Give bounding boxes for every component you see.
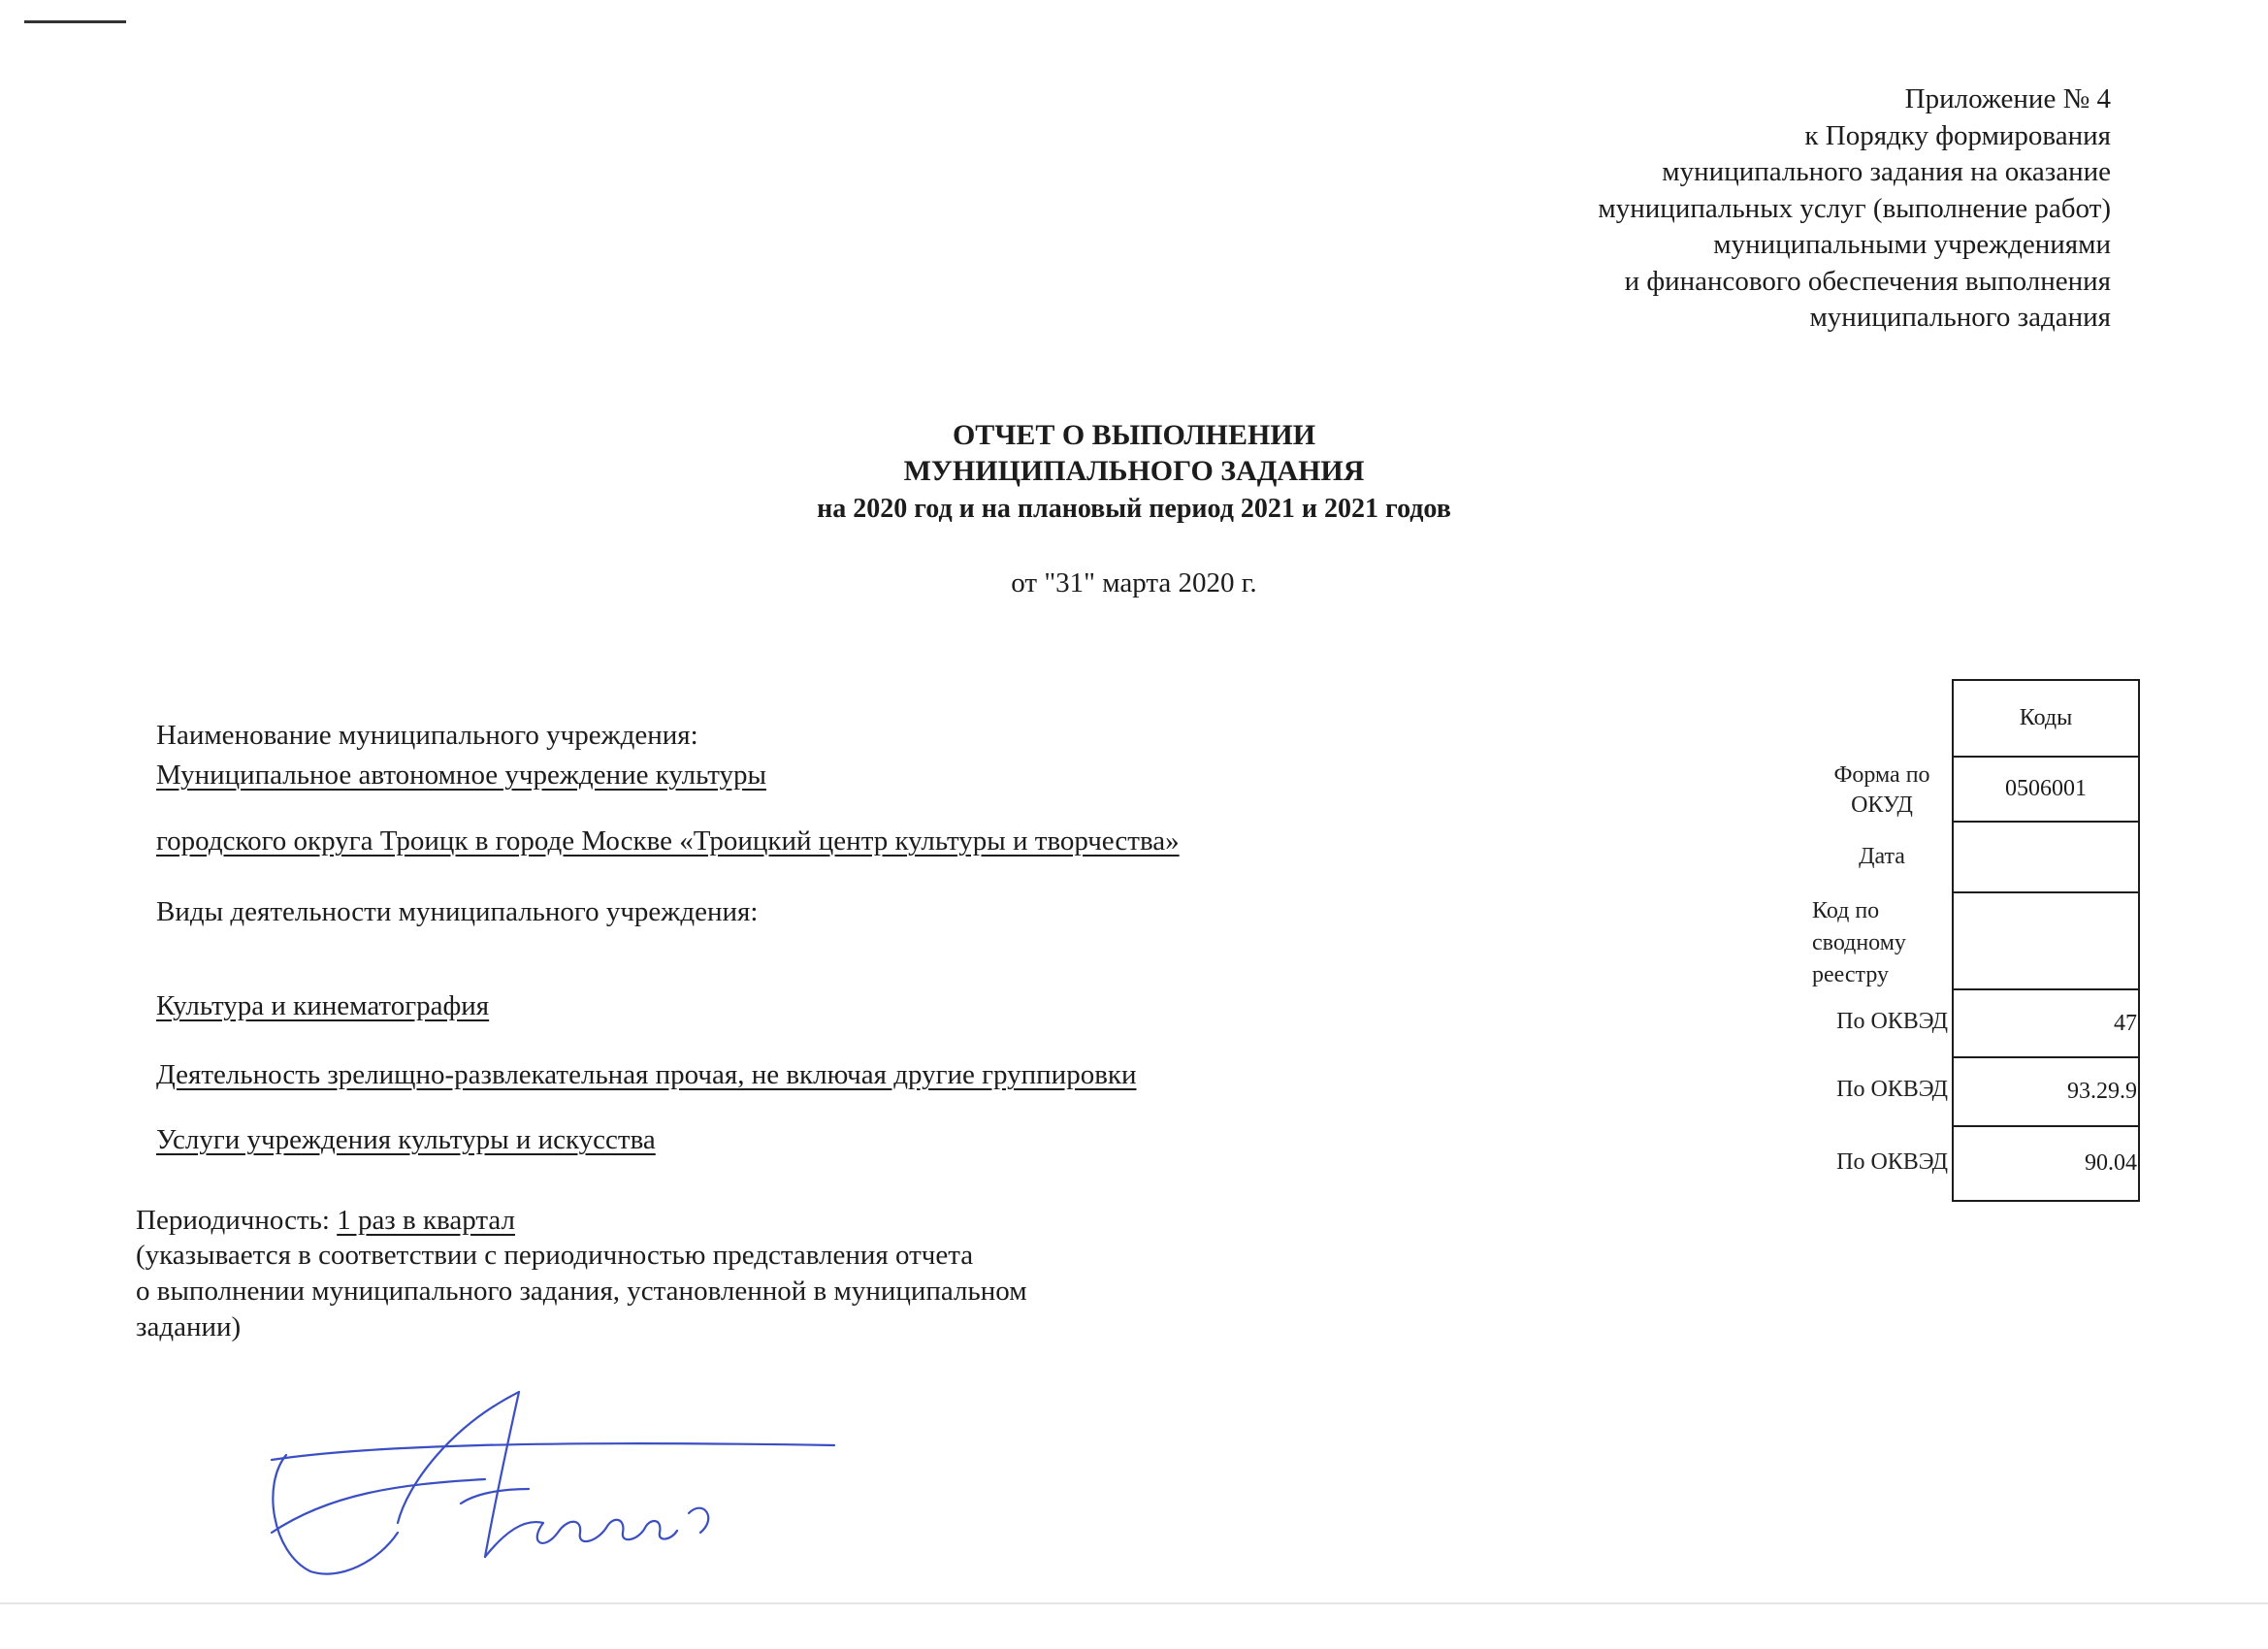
codes-table bbox=[1952, 679, 2140, 1202]
registry-label-1: Код по bbox=[1812, 898, 1880, 923]
activity-item: Услуги учреждения культуры и искусства bbox=[156, 1124, 656, 1155]
activity-item: Культура и кинематография bbox=[156, 990, 490, 1021]
report-title-2: МУНИЦИПАЛЬНОГО ЗАДАНИЯ bbox=[903, 455, 1365, 487]
institution-name-1: Муниципальное автономное учреждение культуры bbox=[156, 760, 766, 791]
okved-value: 93.29.9 bbox=[1953, 1057, 2139, 1126]
okud-label-2: ОКУД bbox=[1851, 792, 1913, 818]
date-label: Дата bbox=[1859, 844, 1905, 869]
codes-header: Коды bbox=[1953, 680, 2139, 757]
activity-item: Деятельность зрелищно-развлекательная прочая, не включая другие группировки bbox=[156, 1059, 1137, 1090]
okud-label bbox=[1816, 760, 1948, 821]
appendix-line: и финансового обеспечения выполнения bbox=[1624, 265, 2111, 297]
registry-value bbox=[1953, 892, 2139, 989]
okved-value: 90.04 bbox=[1953, 1126, 2139, 1201]
periodicity-value: 1 раз в квартал bbox=[337, 1205, 515, 1236]
activities-label: Виды деятельности муниципального учреждения: bbox=[156, 896, 759, 927]
appendix-line: муниципальных услуг (выполнение работ) bbox=[1598, 192, 2111, 224]
periodicity-note-2: о выполнении муниципального задания, установленной в муниципальном bbox=[136, 1276, 1027, 1307]
registry-label-3: реестру bbox=[1812, 962, 1890, 987]
institution-name-2: городского округа Троицк в городе Москве «Троицкий центр культуры и творчества» bbox=[156, 825, 1180, 857]
periodicity-note-1: (указывается в соответствии с периодичностью представления отчета bbox=[136, 1240, 974, 1271]
report-title: ОТЧЕТ О ВЫПОЛНЕНИИ bbox=[952, 419, 1316, 451]
date-value bbox=[1953, 822, 2139, 892]
appendix-line: муниципальными учреждениями bbox=[1713, 229, 2111, 260]
appendix-line: муниципального задания на оказание bbox=[1662, 156, 2111, 187]
okud-value: 0506001 bbox=[1953, 757, 2139, 822]
okved-label: По ОКВЭД bbox=[1836, 1077, 1948, 1102]
periodicity-label: Периодичность: bbox=[136, 1205, 338, 1236]
institution-label: Наименование муниципального учреждения: bbox=[156, 720, 698, 751]
appendix-line: муниципального задания bbox=[1809, 302, 2111, 333]
appendix-line: Приложение № 4 bbox=[1904, 83, 2111, 114]
appendix-line: к Порядку формирования bbox=[1804, 119, 2111, 151]
scan-mark bbox=[24, 20, 126, 23]
registry-label bbox=[1812, 895, 1948, 991]
okved-value: 47 bbox=[1953, 989, 2139, 1057]
periodicity-note-3: задании) bbox=[136, 1311, 242, 1342]
registry-label-2: сводному bbox=[1812, 930, 1906, 955]
okud-label-1: Форма по bbox=[1833, 762, 1930, 788]
periodicity bbox=[136, 1203, 515, 1238]
report-period: на 2020 год и на плановый период 2021 и 2021 годов bbox=[817, 494, 1451, 524]
okved-label: По ОКВЭД bbox=[1836, 1149, 1948, 1175]
report-date: от "31" марта 2020 г. bbox=[1011, 567, 1257, 598]
signature-image bbox=[252, 1387, 854, 1600]
okved-label: По ОКВЭД bbox=[1836, 1009, 1948, 1034]
appendix-note bbox=[1598, 81, 2111, 337]
scan-edge bbox=[0, 1602, 2268, 1604]
